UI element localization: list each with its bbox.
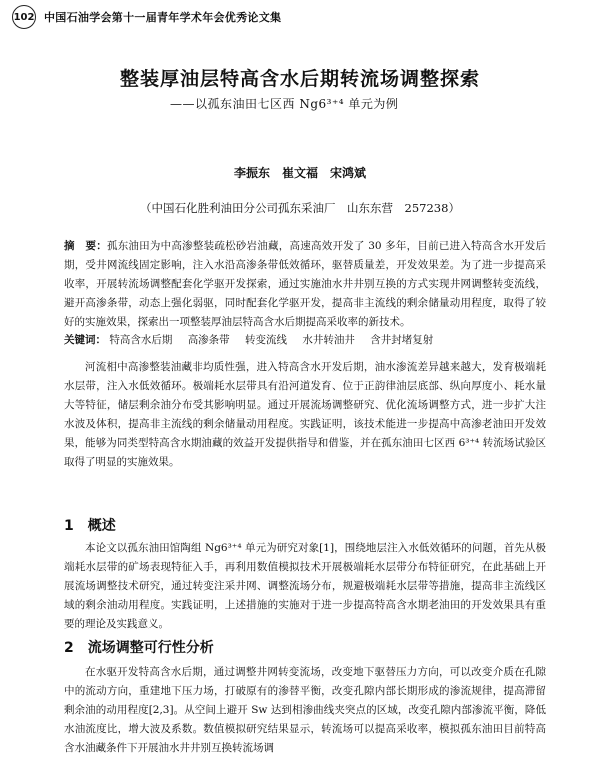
abstract: [64, 237, 546, 332]
section-number: 1: [64, 518, 74, 534]
section-heading: [64, 637, 214, 657]
keywords: [64, 331, 546, 350]
section-body: 本论文以孤东油田馆陶组 Ng6³⁺⁴ 单元为研究对象[1]，围绕地层注入水低效循环的问题，首先从极端耗水层带的矿场表现特征入手，再利用数值模拟技术开展极端耗水层带分布特征研究，在此基础上开展流场调整技术研究，通过转变注采井网、调整流场分布，规避极端耗水层带等措施，提高非主流线区域的剩余油动用程度。实践证明，上述措施的实施对于进一步提高特高含水期老油田的开发效果具有重要的理论及实践意义。: [64, 542, 546, 630]
author-list: 李振东 崔文福 宋鸿斌: [233, 166, 366, 180]
keywords-label: 关键词：: [64, 334, 106, 346]
keyword: 特高含水后期: [109, 334, 173, 346]
section-title: 概述: [87, 518, 116, 534]
page-number: 102: [12, 5, 36, 29]
abstract-text: 孤东油田为中高渗整装疏松砂岩油藏，高速高效开发了 30 多年，目前已进入特高含水开发后期，受井网流线固定影响，注入水沿高渗条带低效循环，驱替质量差，开发效果差。为了进一步提高采收率，开展转流场调整配套化学驱开发探索，通过实施油水井井别互换的方式实现井网调整转变流线，避开高渗条带，动态上强化弱驱，同时配套化学驱开发，提高非主流线的剩余储量动用程度，取得了较好的实施效果，探索出一项整装厚油层特高含水后期提高采收率的新技术。: [64, 240, 546, 328]
abstract-label: 摘 要：: [64, 240, 107, 252]
section-title: 流场调整可行性分析: [87, 640, 214, 656]
running-header: [12, 6, 532, 28]
paper-subtitle: ——以孤东油田七区西 Ng6³⁺⁴ 单元为例: [170, 97, 399, 111]
paper-title: 整装厚油层特高含水后期转流场调整探索: [119, 68, 480, 90]
keyword: 转变流线: [245, 334, 288, 346]
section-heading: [64, 515, 116, 535]
keyword: 水井转油井: [302, 334, 355, 346]
keyword: 高渗条带: [187, 334, 230, 346]
intro-paragraph: 河流相中高渗整装油藏非均质性强，进入特高含水开发后期，油水渗流差异越来越大，发育极端耗水层带，注入水低效循环。极端耗水层带具有沿河道发育、位于正韵律油层底部、纵向厚度小、耗水量大等特征，储层剩余油分布受其影响明显。通过开展流场调整研究、优化流场调整方式，进一步扩大注水波及体积，提高非主流线的剩余储量动用程度。实践证明，该技术能进一步提高中高渗老油田开发效果，能够为同类型特高含水期油藏的效益开发提供指导和借鉴，并在孤东油田七区西 6³⁺⁴ 转流场试验区取得了明显的实施效果。: [64, 361, 546, 468]
keyword: 含井封堵复射: [370, 334, 434, 346]
journal-title: 中国石油学会第十一届青年学术年会优秀论文集: [44, 11, 282, 24]
section-body: 在水驱开发特高含水后期，通过调整井网转变流场，改变地下驱替压力方向，可以改变介质在孔隙中的流动方向，重建地下压力场，打破原有的渗替平衡，改变孔隙内部长期形成的渗流规律，提高滞留剩余油的动用程度[2,3]。从空间上避开 Sw 达到相渗曲线夹突点的区域，改变孔隙内部渗流平衡，降低水油流度比，增大波及系数。数值模拟研究结果显示，转流场可以提高采收率，模拟孤东油田目前特高含水油藏条件下开展油水井井别互换转流场调: [64, 666, 546, 753]
section-number: 2: [64, 640, 74, 656]
affiliation: （中国石化胜利油田分公司孤东采油厂 山东东营 257238）: [140, 201, 460, 215]
